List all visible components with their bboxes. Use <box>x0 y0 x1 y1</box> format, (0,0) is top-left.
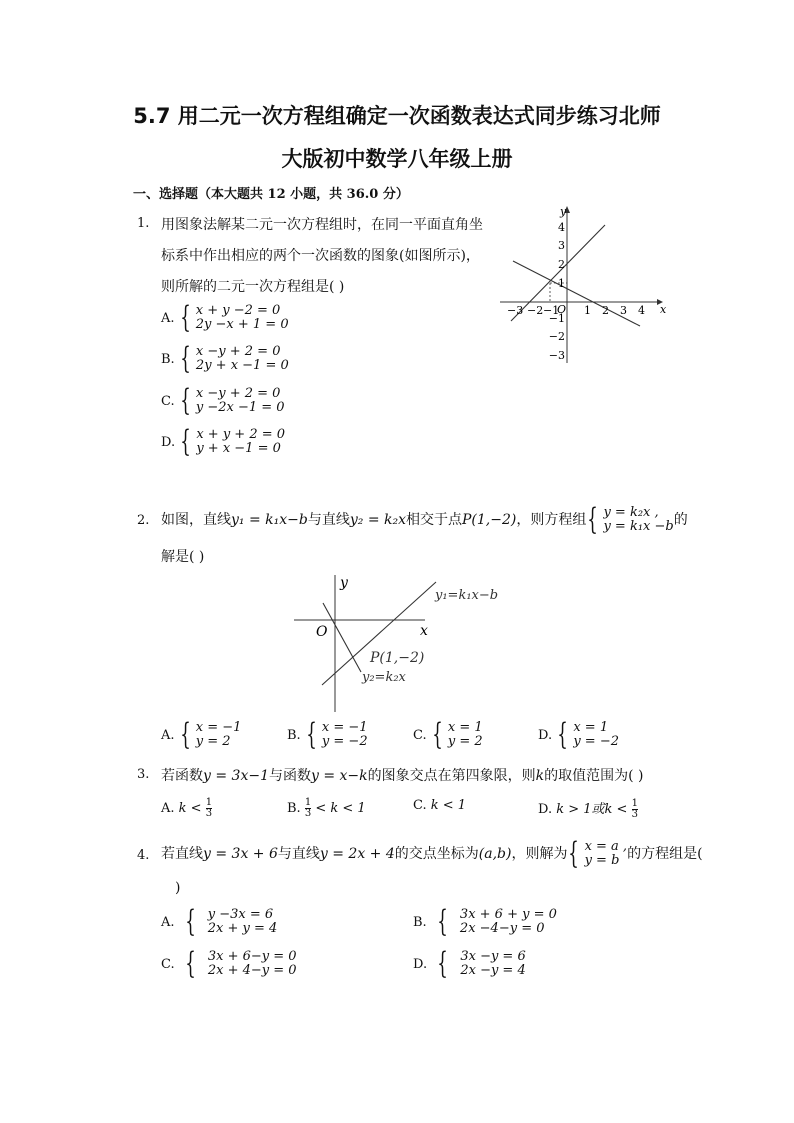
option-label: D. <box>538 727 553 743</box>
q3-text: 若函数 <box>161 768 203 784</box>
q4-expr: y = 3x + 6 <box>203 846 278 862</box>
option-expr: k < 1 <box>430 798 467 813</box>
option-eq: 3x −y = 6 <box>460 949 526 964</box>
option-label: B. <box>413 914 427 930</box>
option-label: A. <box>161 914 175 930</box>
q1-x-tick: 2 <box>602 304 609 317</box>
option-label: C. <box>161 956 175 972</box>
q4-text: ，则解为 <box>511 846 568 862</box>
q2-line1-label: y₁=k₁x−b <box>435 588 499 603</box>
q4-option-a[interactable]: A. { y −3x = 6 2x + y = 4 <box>161 904 278 939</box>
q4-sys-eq: y = b <box>584 853 620 868</box>
option-label: D. <box>538 802 553 817</box>
option-eq: 2x + y = 4 <box>207 921 278 936</box>
q4-option-b[interactable]: B. { 3x + 6 + y = 0 2x −4−y = 0 <box>413 904 557 939</box>
q2-point-label: P(1,−2) <box>370 650 425 666</box>
q3-number: 3. <box>137 767 150 782</box>
option-label: D. <box>413 956 428 972</box>
q2-origin-label: O <box>316 624 328 640</box>
option-expr: k < <box>178 801 202 816</box>
q1-graph <box>495 203 665 368</box>
q3-option-c[interactable] <box>413 798 466 813</box>
q1-y-tick: −3 <box>548 349 565 362</box>
option-eq: y −3x = 6 <box>207 907 274 922</box>
q4-text: 与直线 <box>277 846 320 862</box>
q1-y-tick: 4 <box>558 221 565 234</box>
q2-line2: 解是( ) <box>161 549 205 565</box>
q3-expr: y = 3x−1 <box>203 768 269 784</box>
option-label: B. <box>287 801 301 816</box>
q3-text: 的取值范围为( ) <box>544 768 644 784</box>
q2-text: ，则方程组 <box>516 512 587 528</box>
option-eq: y = 2 <box>195 734 231 749</box>
option-eq: x = −1 <box>321 720 368 735</box>
section-heading: 一、选择题（本大题共 12 小题，共 36.0 分） <box>133 187 409 202</box>
q4-text: 的交点坐标为 <box>394 846 479 862</box>
option-eq: x = −1 <box>195 720 242 735</box>
option-eq: x = 1 <box>447 720 483 735</box>
option-eq: 2y −x + 1 = 0 <box>195 317 289 332</box>
q1-y-tick: −1 <box>548 312 565 325</box>
q4-text: 若直线 <box>161 846 203 862</box>
q2-x-label: x <box>420 623 428 639</box>
option-eq: y = −2 <box>573 734 619 749</box>
option-eq: y = 2 <box>447 734 483 749</box>
q3-text: 与函数 <box>268 768 311 784</box>
q4-option-c[interactable]: C. { 3x + 6−y = 0 2x + 4−y = 0 <box>161 946 297 981</box>
q1-line3: 则所解的二元一次方程组是( ) <box>161 279 345 295</box>
q2-line-y2 <box>323 603 361 672</box>
q1-y-label: y <box>560 205 567 218</box>
doc-title-line1: 5.7 用二元一次方程组确定一次函数表达式同步练习北师 <box>133 104 661 128</box>
option-eq: y −2x −1 = 0 <box>195 400 285 415</box>
q1-y-ticks <box>549 221 565 362</box>
option-label: A. <box>161 310 175 326</box>
option-expr: k > 1或k < <box>556 802 628 817</box>
q2-line2-label: y₂=k₂x <box>362 670 406 685</box>
option-eq: 2x + 4−y = 0 <box>207 963 297 978</box>
option-label: A. <box>161 801 175 816</box>
option-label: A. <box>161 727 175 743</box>
q4-option-d[interactable]: D. { 3x −y = 6 2x −y = 4 <box>413 946 526 981</box>
q2-option-c[interactable]: C. { x = 1 y = 2 <box>413 717 483 752</box>
q1-line1: 用图象法解某二元一次方程组时，在同一平面直角坐 <box>161 217 483 233</box>
q2-option-b[interactable]: B. { x = −1 y = −2 <box>287 717 368 752</box>
option-label: B. <box>287 727 301 743</box>
q2-expr: y₂ = k₂x <box>349 512 406 528</box>
q3-option-a[interactable] <box>161 798 212 819</box>
option-eq: x −y + 2 = 0 <box>195 344 281 359</box>
option-eq: x −y + 2 = 0 <box>195 386 281 401</box>
q1-y-tick: 1 <box>558 277 565 290</box>
option-label: D. <box>161 434 176 450</box>
q2-graph <box>290 570 510 715</box>
q1-x-tick: −3 <box>507 304 524 317</box>
q1-option-a[interactable]: A. { x + y −2 = 0 2y −x + 1 = 0 <box>161 300 289 335</box>
option-eq: x + y −2 = 0 <box>195 303 281 318</box>
q2-option-a[interactable]: A. { x = −1 y = 2 <box>161 717 242 752</box>
doc-title-line2: 大版初中数学八年级上册 <box>281 147 513 171</box>
q4-text: 的方程组是( <box>627 846 703 862</box>
option-eq: 3x + 6 + y = 0 <box>459 907 557 922</box>
q2-expr: y₁ = k₁x−b <box>231 512 308 528</box>
q1-option-c[interactable]: C. { x −y + 2 = 0 y −2x −1 = 0 <box>161 383 285 418</box>
q1-option-d[interactable]: D. { x + y + 2 = 0 y + x −1 = 0 <box>161 424 286 459</box>
q1-x-tick: 3 <box>620 304 627 317</box>
q2-point: P(1,−2) <box>462 512 517 528</box>
q3-expr: y = x−k <box>310 768 368 784</box>
option-fraction: $\frac{1}{3}$ <box>205 797 213 819</box>
option-eq: 2x −4−y = 0 <box>459 921 545 936</box>
q1-number: 1. <box>137 216 150 231</box>
q1-x-tick: −2 <box>527 304 544 317</box>
option-eq: 3x + 6−y = 0 <box>207 949 297 964</box>
option-expr: < k < 1 <box>315 801 366 816</box>
q2-line1: 如图，直线y₁ = k₁x−b与直线y₂ = k₂x相交于点P(1,−2)，则方程组 { y = k₂x , y = k₁x −b 的 <box>161 502 688 537</box>
q2-sys-eq: y = k₁x −b <box>603 519 674 534</box>
q2-y-label: y <box>340 575 348 591</box>
q1-option-b[interactable]: B. { x −y + 2 = 0 2y + x −1 = 0 <box>161 341 289 376</box>
option-fraction: $\frac{1}{3}$ <box>631 798 638 820</box>
q1-line2: 标系中作出相应的两个一次函数的图象(如图所示)， <box>161 248 480 264</box>
q4-sys-eq: x = a , <box>584 839 628 854</box>
q2-option-d[interactable]: D. { x = 1 y = −2 <box>538 717 619 752</box>
option-eq: x + y + 2 = 0 <box>196 427 286 442</box>
q1-origin-label: O <box>557 303 567 316</box>
option-label: C. <box>413 727 427 743</box>
q3-option-b[interactable] <box>287 798 366 819</box>
q2-text: 相交于点 <box>406 512 462 528</box>
q1-x-label: x <box>660 303 667 316</box>
option-label: B. <box>161 351 175 367</box>
q2-text: 的 <box>673 512 688 528</box>
q1-x-tick: −1 <box>543 304 560 317</box>
option-fraction: $\frac{1}{3}$ <box>304 797 312 819</box>
q3-text: 的图象交点在第四象限，则 <box>367 768 536 784</box>
q1-x-tick: 4 <box>638 304 645 317</box>
q4-expr: y = 2x + 4 <box>319 846 395 862</box>
option-label: C. <box>161 393 175 409</box>
option-eq: y = −2 <box>321 734 368 749</box>
q2-text: 与直线 <box>307 512 350 528</box>
q2-sys-eq: y = k₂x , <box>603 505 659 520</box>
q1-x-tick: 1 <box>584 304 591 317</box>
q1-y-tick: 2 <box>558 258 565 271</box>
q4-line2: ) <box>175 880 181 896</box>
option-eq: y + x −1 = 0 <box>196 441 281 456</box>
q4-point: (a,b) <box>478 846 512 862</box>
option-eq: x = 1 <box>573 720 609 735</box>
option-label: C. <box>413 798 427 813</box>
q2-number: 2. <box>137 513 150 528</box>
q4-line1: 若直线y = 3x + 6与直线y = 2x + 4的交点坐标为(a,b)，则解为 { x = a , y = b 的方程组是( <box>161 836 703 871</box>
option-eq: 2y + x −1 = 0 <box>195 358 289 373</box>
q2-text: 如图，直线 <box>161 512 231 528</box>
q1-x-ticks <box>507 304 645 317</box>
q1-y-tick: −2 <box>548 330 565 343</box>
q3-var: k <box>535 768 545 784</box>
q3-option-d[interactable] <box>538 798 638 820</box>
q1-y-tick: 3 <box>558 239 565 252</box>
option-eq: 2x −y = 4 <box>460 963 526 978</box>
q3-line1 <box>161 765 644 785</box>
q4-number: 4. <box>137 848 150 863</box>
